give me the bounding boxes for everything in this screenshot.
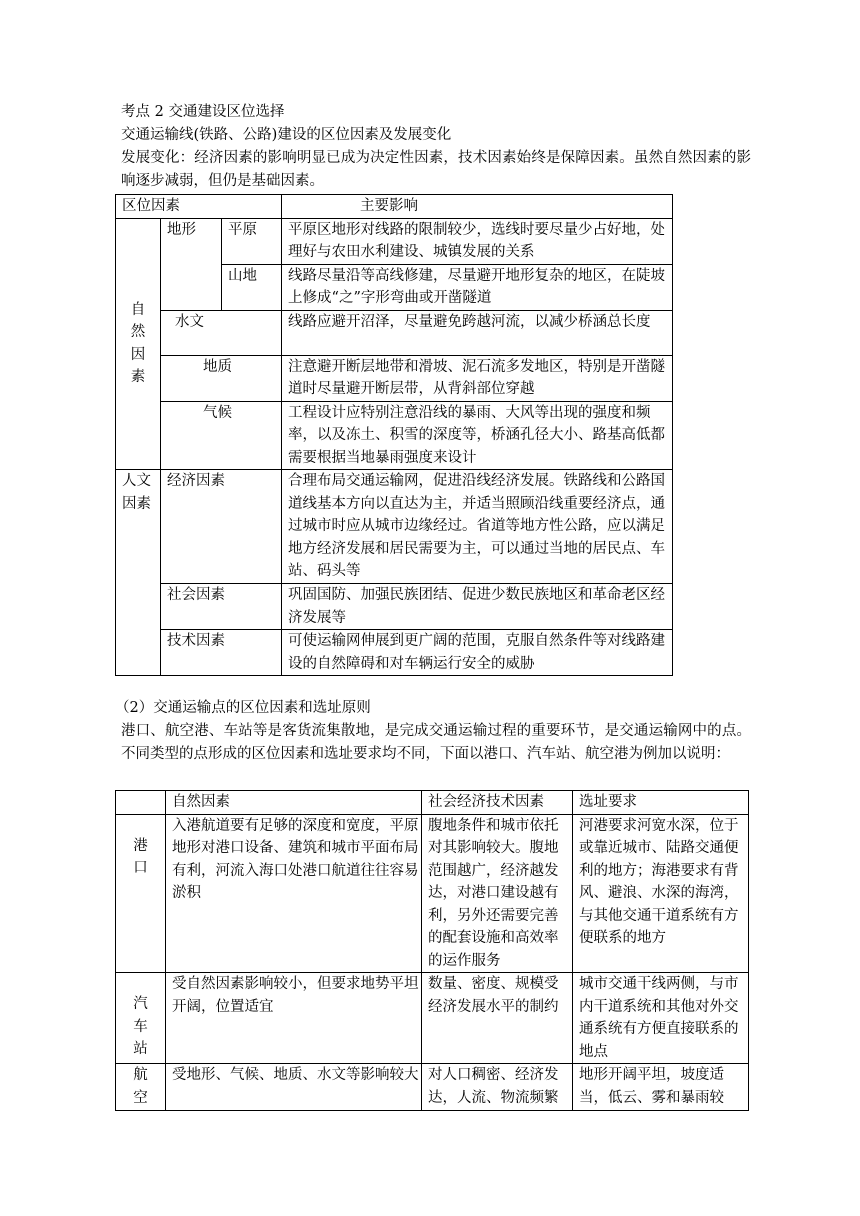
geology-label: 地质 <box>161 355 282 401</box>
airport-natural: 受地形、气候、地质、水文等影响较大 <box>166 1064 422 1111</box>
header-natural: 自然因素 <box>166 791 422 815</box>
bus-site: 城市交通干线两侧，与市内干道系统和其他对外交通系统有方便直接联系的地点 <box>573 973 749 1064</box>
bus-natural: 受自然因素影响较小，但要求地势平坦开阔，位置适宜 <box>166 973 422 1064</box>
header-impact: 主要影响 <box>282 195 673 219</box>
section2-title: （2）交通运输点的区位因素和选址原则 <box>115 700 371 716</box>
econ-label: 经济因素 <box>161 470 282 584</box>
airport-site: 地形开阔平坦，坡度适当，低云、雾和暴雨较 <box>573 1064 749 1111</box>
social-label: 社会因素 <box>161 584 282 630</box>
table-row <box>116 310 673 355</box>
row-label-airport: 航空 <box>116 1064 166 1111</box>
table-row <box>116 355 673 401</box>
terrain-label: 地形 <box>161 218 222 310</box>
transport-point-table <box>115 790 749 1111</box>
heading-transport-line: 交通运输线(铁路、公路)建设的区位因素及发展变化 <box>121 127 452 143</box>
table-row <box>116 470 673 584</box>
mountain-text: 线路尽量沿等高线修建，尽量避开地形复杂的地区，在陡坡上修成“之”字形弯曲或开凿隧道 <box>282 264 673 310</box>
tech-label: 技术因素 <box>161 630 282 676</box>
table-row <box>116 584 673 630</box>
table-header-row <box>116 791 749 815</box>
natural-factor-label: 自然因素 <box>116 218 161 470</box>
airport-social: 对人口稠密、经济发达，人流、物流频繁 <box>422 1064 573 1111</box>
header-factor: 区位因素 <box>116 195 282 219</box>
bus-social: 数量、密度、规模受经济发展水平的制约 <box>422 973 573 1064</box>
table-row <box>116 630 673 676</box>
section2-paragraph: 港口、航空港、车站等是客货流集散地，是完成交通运输过程的重要环节，是交通运输网中的点。不同类型的点形成的区位因素和选址要求均不同，下面以港口、汽车站、航空港为例加以说明： <box>121 723 751 762</box>
mountain-label: 山地 <box>222 264 282 310</box>
climate-text: 工程设计应特别注意沿线的暴雨、大风等出现的强度和频率，以及冻土、积雪的深度等，桥涵孔径大小、路基高低都需要根据当地暴雨强度来设计 <box>282 401 673 470</box>
social-text: 巩固国防、加强民族团结、促进少数民族地区和革命老区经济发展等 <box>282 584 673 630</box>
geology-text: 注意避开断层地带和滑坡、泥石流多发地区，特别是开凿隧道时尽量避开断层带，从背斜部位穿越 <box>282 355 673 401</box>
row-label-bus-station: 汽车站 <box>116 973 166 1064</box>
table-row <box>116 218 673 264</box>
heading-topic: 考点 2 交通建设区位选择 <box>121 104 285 120</box>
table-row <box>116 814 749 973</box>
plain-text: 平原区地形对线路的限制较少，选线时要尽量少占好地，处理好与农田水利建设、城镇发展的关系 <box>282 218 673 264</box>
table-row <box>116 973 749 1064</box>
table-row <box>116 401 673 470</box>
transport-line-factor-table <box>115 194 673 676</box>
hydro-text: 线路应避开沼泽，尽量避免跨越河流，以减少桥涵总长度 <box>282 310 673 355</box>
header-blank <box>116 791 166 815</box>
port-social: 腹地条件和城市依托对其影响较大。腹地范围越广，经济越发达，对港口建设越有利，另外还需要完善的配套设施和高效率的运作服务 <box>422 814 573 973</box>
header-site: 选址要求 <box>573 791 749 815</box>
row-label-port: 港口 <box>116 814 166 973</box>
table-row <box>116 1064 749 1111</box>
port-natural: 入港航道要有足够的深度和宽度，平原地形对港口设备、建筑和城市平面布局有利，河流入海口处港口航道往往容易淤积 <box>166 814 422 973</box>
header-social: 社会经济技术因素 <box>422 791 573 815</box>
port-site: 河港要求河宽水深，位于或靠近城市、陆路交通便利的地方；海港要求有背风、避浪、水深的海湾，与其他交通干道系统有方便联系的地方 <box>573 814 749 973</box>
table-header-row <box>116 195 673 219</box>
climate-label: 气候 <box>161 401 282 470</box>
plain-label: 平原 <box>222 218 282 264</box>
tech-text: 可使运输网伸展到更广阔的范围，克服自然条件等对线路建设的自然障碍和对车辆运行安全的威胁 <box>282 630 673 676</box>
intro-paragraph: 发展变化：经济因素的影响明显已成为决定性因素，技术因素始终是保障因素。虽然自然因素的影响逐步减弱，但仍是基础因素。 <box>121 150 751 189</box>
hydro-label: 水文 <box>161 310 282 355</box>
human-factor-label: 人文因素 <box>116 470 161 676</box>
econ-text: 合理布局交通运输网，促进沿线经济发展。铁路线和公路国道线基本方向以直达为主，并适当照顾沿线重要经济点，通过城市时应从城市边缘经过。省道等地方性公路，应以满足地方经济发展和居民需要为主，可以通过当地的居民点、车站、码头等 <box>282 470 673 584</box>
